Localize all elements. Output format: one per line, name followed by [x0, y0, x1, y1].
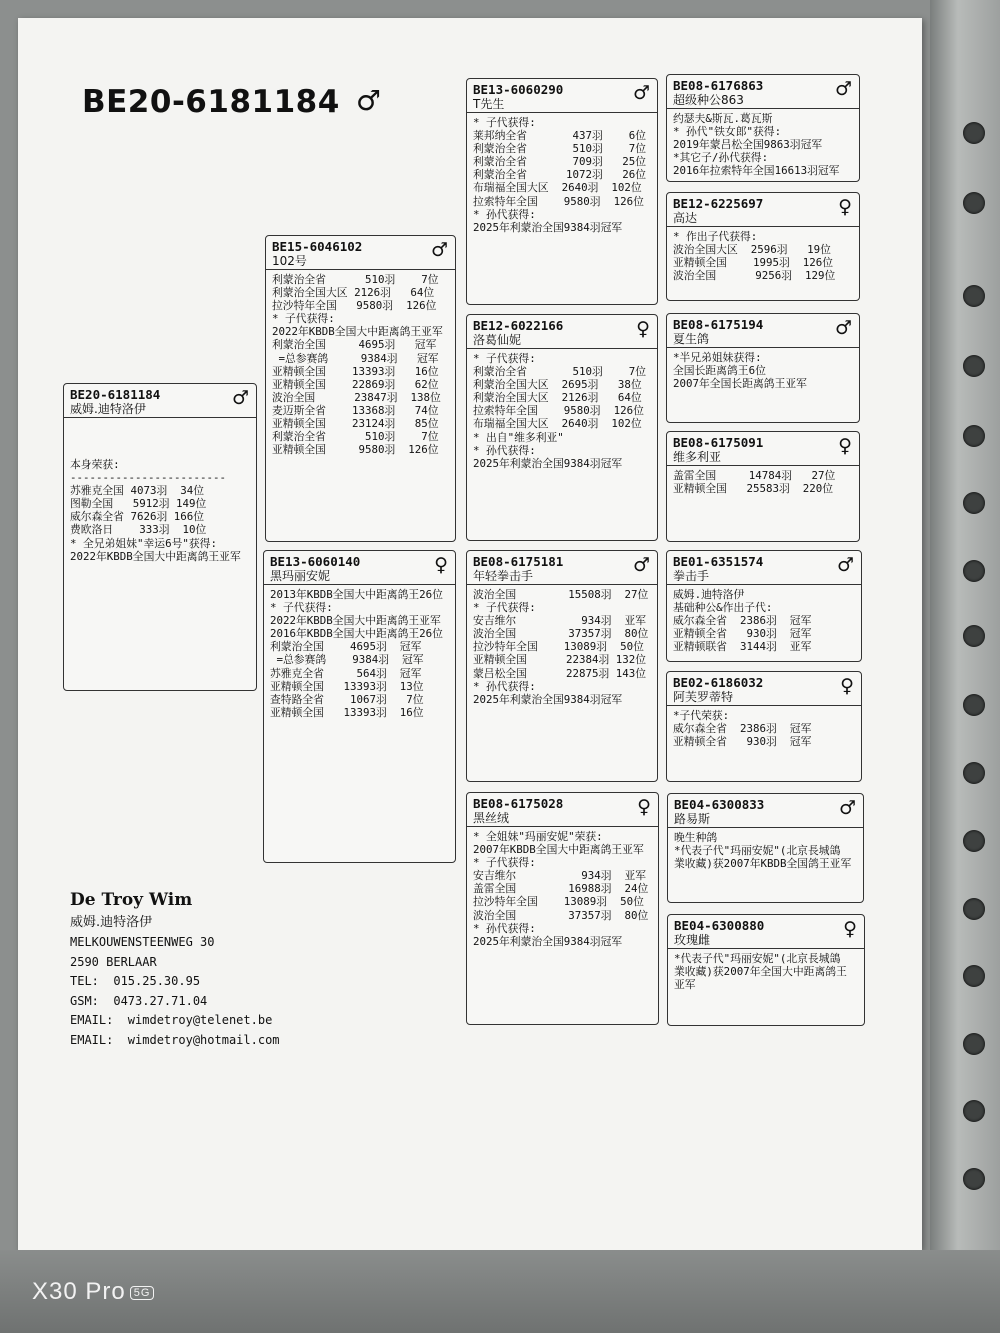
result-line: 波治全国 37357羽 80位 [473, 908, 649, 922]
ring-number: BE08-6176863 [673, 78, 764, 93]
punch-hole [963, 1100, 985, 1122]
result-line: 亚精顿全省 930羽 冠军 [673, 627, 812, 641]
result-line: 拉索特年全国 9580羽 126位 [473, 404, 644, 418]
pedigree-card-sire-sire [466, 78, 658, 305]
ring-number: BE04-6300833 [674, 797, 765, 812]
result-line: 莱邦纳全省 437羽 6位 [473, 129, 647, 143]
pigeon-name: 阿芙罗蒂特 [673, 690, 734, 704]
pigeon-name: 玫瑰雌 [674, 933, 711, 947]
ring-number: BE08-6175028 [473, 796, 564, 811]
card-body [264, 585, 455, 722]
card-body [266, 270, 455, 459]
result-line: 布瑞福全国大区 2640羽 102位 [473, 417, 642, 431]
result-line: 亚精顿全国 22869羽 62位 [272, 377, 439, 391]
result-line: 苏雅克全省 564羽 冠军 [270, 666, 422, 680]
result-line: 亚精顿全国 22384羽 132位 [473, 653, 647, 667]
result-line: 查特路全省 1067羽 7位 [270, 692, 424, 706]
pigeon-name: T先生 [473, 97, 505, 111]
pigeon-name: 维多利亚 [673, 450, 722, 464]
result-line: 亚军 [674, 978, 696, 992]
result-line: * 孙代获得: [473, 207, 536, 221]
result-line: * 子代获得: [270, 601, 333, 615]
result-line: 2019年蒙吕松全国9863羽冠军 [673, 138, 823, 152]
card-body [64, 418, 256, 566]
result-line: * 子代获得: [272, 312, 335, 326]
card-header [667, 432, 859, 466]
result-line: *代表子代"玛丽安妮"(北京長城鴿 [674, 844, 841, 858]
pedigree-card-ggp-4 [666, 431, 860, 542]
pigeon-name: 超级种公863 [673, 93, 744, 107]
card-header [64, 384, 256, 418]
owner-name-zh: 威姆.迪特洛伊 [70, 915, 153, 930]
result-line: 利蒙治全国大区 2695羽 38位 [473, 378, 642, 392]
pedigree-card-ggp-3 [666, 313, 860, 423]
card-header [467, 315, 657, 349]
card-body [667, 466, 859, 498]
punch-hole [963, 762, 985, 784]
female-symbol-icon: ♀ [636, 318, 650, 340]
male-symbol-icon: ♂ [836, 554, 854, 576]
pigeon-name: 年轻拳击手 [473, 569, 534, 583]
owner-gsm: GSM: 0473.27.71.04 [70, 993, 208, 1008]
male-symbol-icon: ♂ [632, 82, 650, 104]
ring-number: BE08-6175194 [673, 317, 764, 332]
pedigree-card-sire [265, 235, 456, 542]
result-line: * 出自"维多利亚" [473, 430, 564, 444]
result-line: 拉沙特年全国 13089羽 50位 [473, 640, 644, 654]
result-line: *代表子代"玛丽安妮"(北京長城鴿 [674, 952, 841, 965]
punch-hole [963, 898, 985, 920]
result-line: * 子代获得: [473, 352, 536, 365]
result-line: 基础种公&作出子代: [673, 601, 773, 615]
card-header [467, 551, 657, 585]
pedigree-card-ggp-5 [666, 550, 862, 662]
female-symbol-icon: ♀ [434, 554, 448, 576]
result-line: 亚精顿联省 3144羽 亚军 [673, 640, 812, 654]
result-line: 亚精顿全国 23124羽 85位 [272, 417, 439, 431]
result-line: * 孙代获得: [473, 679, 536, 693]
card-header [667, 672, 861, 706]
result-line: 利蒙治全省 510羽 7位 [272, 273, 439, 286]
result-line: 拉沙特年全国 9580羽 126位 [272, 299, 437, 313]
result-line: 拉索特年全国 9580羽 126位 [473, 194, 644, 208]
pedigree-card-ggp-7 [667, 793, 864, 903]
ring-number: BE08-6175091 [673, 435, 764, 450]
male-symbol-icon: ♂ [430, 239, 448, 261]
pigeon-name: 夏生鸽 [673, 332, 710, 346]
female-symbol-icon: ♀ [838, 435, 852, 457]
result-line: 威尔森全省 7626羽 166位 [70, 510, 205, 524]
male-symbol-icon: ♂ [231, 387, 249, 409]
card-header [667, 314, 859, 348]
pedigree-card-sire-dam [466, 314, 658, 541]
result-line: 利蒙治全省 709羽 25位 [473, 155, 647, 169]
card-body [467, 585, 657, 709]
result-line: ------------------------ [70, 471, 227, 485]
punch-hole [963, 965, 985, 987]
punch-hole [963, 560, 985, 582]
result-line: 苏雅克全国 4073羽 34位 [70, 484, 205, 498]
result-line: 亚精顿全省 930羽 冠军 [673, 735, 812, 749]
ring-number: BE02-6186032 [673, 675, 764, 690]
ring-number: BE04-6300880 [674, 918, 765, 933]
result-line: 2013年KBDB全国大中距离鸽王26位 [270, 588, 443, 601]
pigeon-name: 路易斯 [674, 812, 711, 826]
result-line: 利蒙治全省 510羽 7位 [473, 365, 647, 379]
punch-hole [963, 1168, 985, 1190]
result-line: 盖雷全国 16988羽 24位 [473, 882, 649, 896]
result-line: *其它子/孙代获得: [673, 151, 769, 165]
result-line: 拉沙特年全国 13089羽 50位 [473, 895, 644, 909]
pedigree-card-ggp-6 [666, 671, 862, 782]
result-line: 蒙吕松全国 22875羽 143位 [473, 666, 647, 680]
pigeon-name: 洛葛仙妮 [473, 333, 522, 347]
card-body [667, 585, 861, 656]
owner-email-1: EMAIL: wimdetroy@telenet.be [70, 1013, 273, 1027]
card-body [668, 828, 863, 873]
result-line: 盖雷全国 14784羽 27位 [673, 469, 836, 482]
result-line: 2007年全国长距离鸽王亚军 [673, 377, 807, 391]
female-symbol-icon: ♀ [840, 675, 854, 697]
result-line: * 子代获得: [473, 856, 536, 870]
result-line: 麦迈斯全省 13368羽 74位 [272, 403, 439, 417]
pedigree-card-subject [63, 383, 257, 691]
result-line: * 全兄弟姐妹"幸运6号"获得: [70, 536, 217, 550]
result-line: =总参赛鸽 9384羽 冠军 [270, 653, 424, 667]
pigeon-name: 102号 [272, 254, 307, 268]
card-body [667, 109, 859, 180]
owner-contact-block [70, 890, 280, 1050]
result-line: =总参赛鸽 9384羽 冠军 [272, 351, 439, 365]
card-header [667, 75, 859, 109]
result-line: 威尔森全省 2386羽 冠军 [673, 614, 812, 628]
result-line: * 子代获得: [473, 601, 536, 615]
result-line: 2025年利蒙治全国9384羽冠军 [473, 934, 623, 948]
result-line: 全国长距离鸽王6位 [673, 364, 766, 378]
pigeon-name: 高达 [673, 211, 698, 225]
punch-hole [963, 425, 985, 447]
result-line: 波治全国 15508羽 27位 [473, 588, 649, 601]
result-line: * 孙代"铁女郎"获得: [673, 125, 782, 139]
result-line: 2016年拉索特年全国16613羽冠军 [673, 164, 840, 178]
ring-number: BE08-6175181 [473, 554, 564, 569]
pigeon-name: 黑丝绒 [473, 811, 510, 825]
result-line: 2022年KBDB全国大中距离鸽王亚军 [270, 614, 441, 628]
owner-city: 2590 BERLAAR [70, 954, 157, 969]
pedigree-card-ggp-8 [667, 914, 865, 1026]
pedigree-card-ggp-1 [666, 74, 860, 182]
card-body [667, 348, 859, 393]
result-line: 晚生种鸽 [674, 831, 718, 844]
result-line: 费欧洛日 333羽 10位 [70, 523, 207, 537]
card-body [667, 227, 859, 285]
result-line: * 孙代获得: [473, 443, 536, 457]
result-line: 利蒙治全国 4695羽 冠军 [272, 338, 437, 352]
result-line: 利蒙治全省 510羽 7位 [473, 142, 647, 156]
result-line: 利蒙治全省 510羽 7位 [272, 430, 439, 444]
ring-number: BE01-6351574 [673, 554, 764, 569]
result-line: 2025年利蒙治全国9384羽冠军 [473, 692, 623, 706]
owner-street: MELKOUWENSTEENWEG 30 [70, 935, 215, 949]
result-line: 亚精顿全国 25583羽 220位 [673, 482, 834, 496]
result-line: 亚精顿全国 13393羽 16位 [270, 705, 424, 719]
male-symbol-icon: ♂ [834, 317, 852, 339]
ring-number: BE15-6046102 [272, 239, 363, 254]
result-line: 威尔森全省 2386羽 冠军 [673, 722, 812, 736]
female-symbol-icon: ♀ [843, 918, 857, 940]
result-line: 亚精顿全国 1995羽 126位 [673, 256, 834, 270]
result-line: 本身荣获: [70, 458, 120, 471]
result-line: 2022年KBDB全国大中距离鸽王亚军 [70, 549, 241, 563]
page-title: BE20-6181184 [82, 84, 340, 120]
punch-hole [963, 285, 985, 307]
male-symbol-icon: ♂ [632, 554, 650, 576]
pigeon-name: 威姆.迪特洛伊 [70, 402, 146, 416]
network-badge: 5G [130, 1286, 155, 1300]
result-line: 2025年利蒙治全国9384羽冠军 [473, 220, 623, 234]
result-line: * 孙代获得: [473, 921, 536, 935]
female-symbol-icon: ♀ [637, 796, 651, 818]
result-line: 亚精顿全国 9580羽 126位 [272, 443, 439, 457]
result-line: 2025年利蒙治全国9384羽冠军 [473, 456, 623, 470]
ring-number: BE20-6181184 [70, 387, 161, 402]
result-line: 利蒙治全国大区 2126羽 64位 [272, 286, 435, 300]
result-line: 利蒙治全国大区 2126羽 64位 [473, 391, 642, 405]
card-header [668, 915, 864, 949]
ring-number: BE12-6022166 [473, 318, 564, 333]
pedigree-card-ggp-2 [666, 192, 860, 301]
punch-hole [963, 192, 985, 214]
camera-model-text: X30 Pro [32, 1278, 126, 1305]
result-line: 亚精顿全国 13393羽 16位 [272, 364, 439, 378]
male-symbol-icon: ♂ [834, 78, 852, 100]
result-line: 波治全国 9256羽 129位 [673, 269, 836, 283]
card-header [266, 236, 455, 270]
pigeon-name: 黑玛丽安妮 [270, 569, 331, 583]
ring-number: BE13-6060290 [473, 82, 564, 97]
result-line: 图勒全国 5912羽 149位 [70, 497, 207, 511]
pedigree-card-dam [263, 550, 456, 863]
card-header [264, 551, 455, 585]
male-symbol-icon: ♂ [838, 797, 856, 819]
owner-name: De Troy Wim [70, 890, 193, 910]
owner-email-2: EMAIL: wimdetroy@hotmail.com [70, 1032, 280, 1047]
result-line: 安吉维尔 934羽 亚军 [473, 869, 647, 883]
result-line: 業收藏)获2007年KBDB全国鸽王亚军 [674, 857, 852, 871]
result-line: 2007年KBDB全国大中距离鸽王亚军 [473, 843, 644, 857]
result-line: 约瑟夫&斯瓦.葛瓦斯 [673, 112, 773, 125]
card-header [467, 793, 658, 827]
punch-hole [963, 122, 985, 144]
owner-tel: TEL: 015.25.30.95 [70, 974, 201, 988]
card-body [467, 827, 658, 951]
punch-hole [963, 625, 985, 647]
result-line: * 子代获得: [473, 116, 536, 129]
female-symbol-icon: ♀ [838, 196, 852, 218]
result-line: 亚精顿全国 13393羽 13位 [270, 679, 424, 693]
result-line: 波治全国 37357羽 80位 [473, 627, 649, 641]
result-line: * 全姐妹"玛丽安妮"荣获: [473, 830, 603, 843]
card-header [667, 193, 859, 227]
result-line: *子代荣获: [673, 709, 730, 722]
pedigree-card-dam-dam [466, 792, 659, 1025]
punch-hole [963, 1033, 985, 1055]
camera-watermark [32, 1278, 154, 1306]
result-line: 2016年KBDB全国大中距离鸽王26位 [270, 627, 443, 641]
card-header [467, 79, 657, 113]
punch-hole [963, 492, 985, 514]
result-line: 布瑞福全国大区 2640羽 102位 [473, 181, 642, 195]
result-line: 安吉维尔 934羽 亚军 [473, 614, 647, 628]
card-body [667, 706, 861, 751]
result-line: 利蒙治全国 4695羽 冠军 [270, 640, 422, 654]
result-line: 業收藏)获2007年全国大中距离鸽王 [674, 965, 847, 979]
result-line: *半兄弟姐妹获得: [673, 351, 762, 364]
punch-hole [963, 694, 985, 716]
result-line: 2022年KBDB全国大中距离鸽王亚军 [272, 325, 443, 339]
ring-number: BE13-6060140 [270, 554, 361, 569]
punch-hole [963, 355, 985, 377]
card-body [467, 113, 657, 237]
pigeon-name: 拳击手 [673, 569, 710, 583]
result-line: 利蒙治全省 1072羽 26位 [473, 168, 647, 182]
male-symbol-icon: ♂ [356, 84, 382, 117]
ring-number: BE12-6225697 [673, 196, 764, 211]
card-header [668, 794, 863, 828]
result-line: * 作出子代获得: [673, 230, 758, 243]
result-line: 威姆.迪特洛伊 [673, 588, 745, 601]
card-body [467, 349, 657, 473]
card-body [668, 949, 864, 994]
punch-hole [963, 830, 985, 852]
card-header [667, 551, 861, 585]
result-line: 波治全国 23847羽 138位 [272, 390, 441, 404]
result-line: 波治全国大区 2596羽 19位 [673, 243, 831, 257]
pedigree-card-dam-sire [466, 550, 658, 782]
